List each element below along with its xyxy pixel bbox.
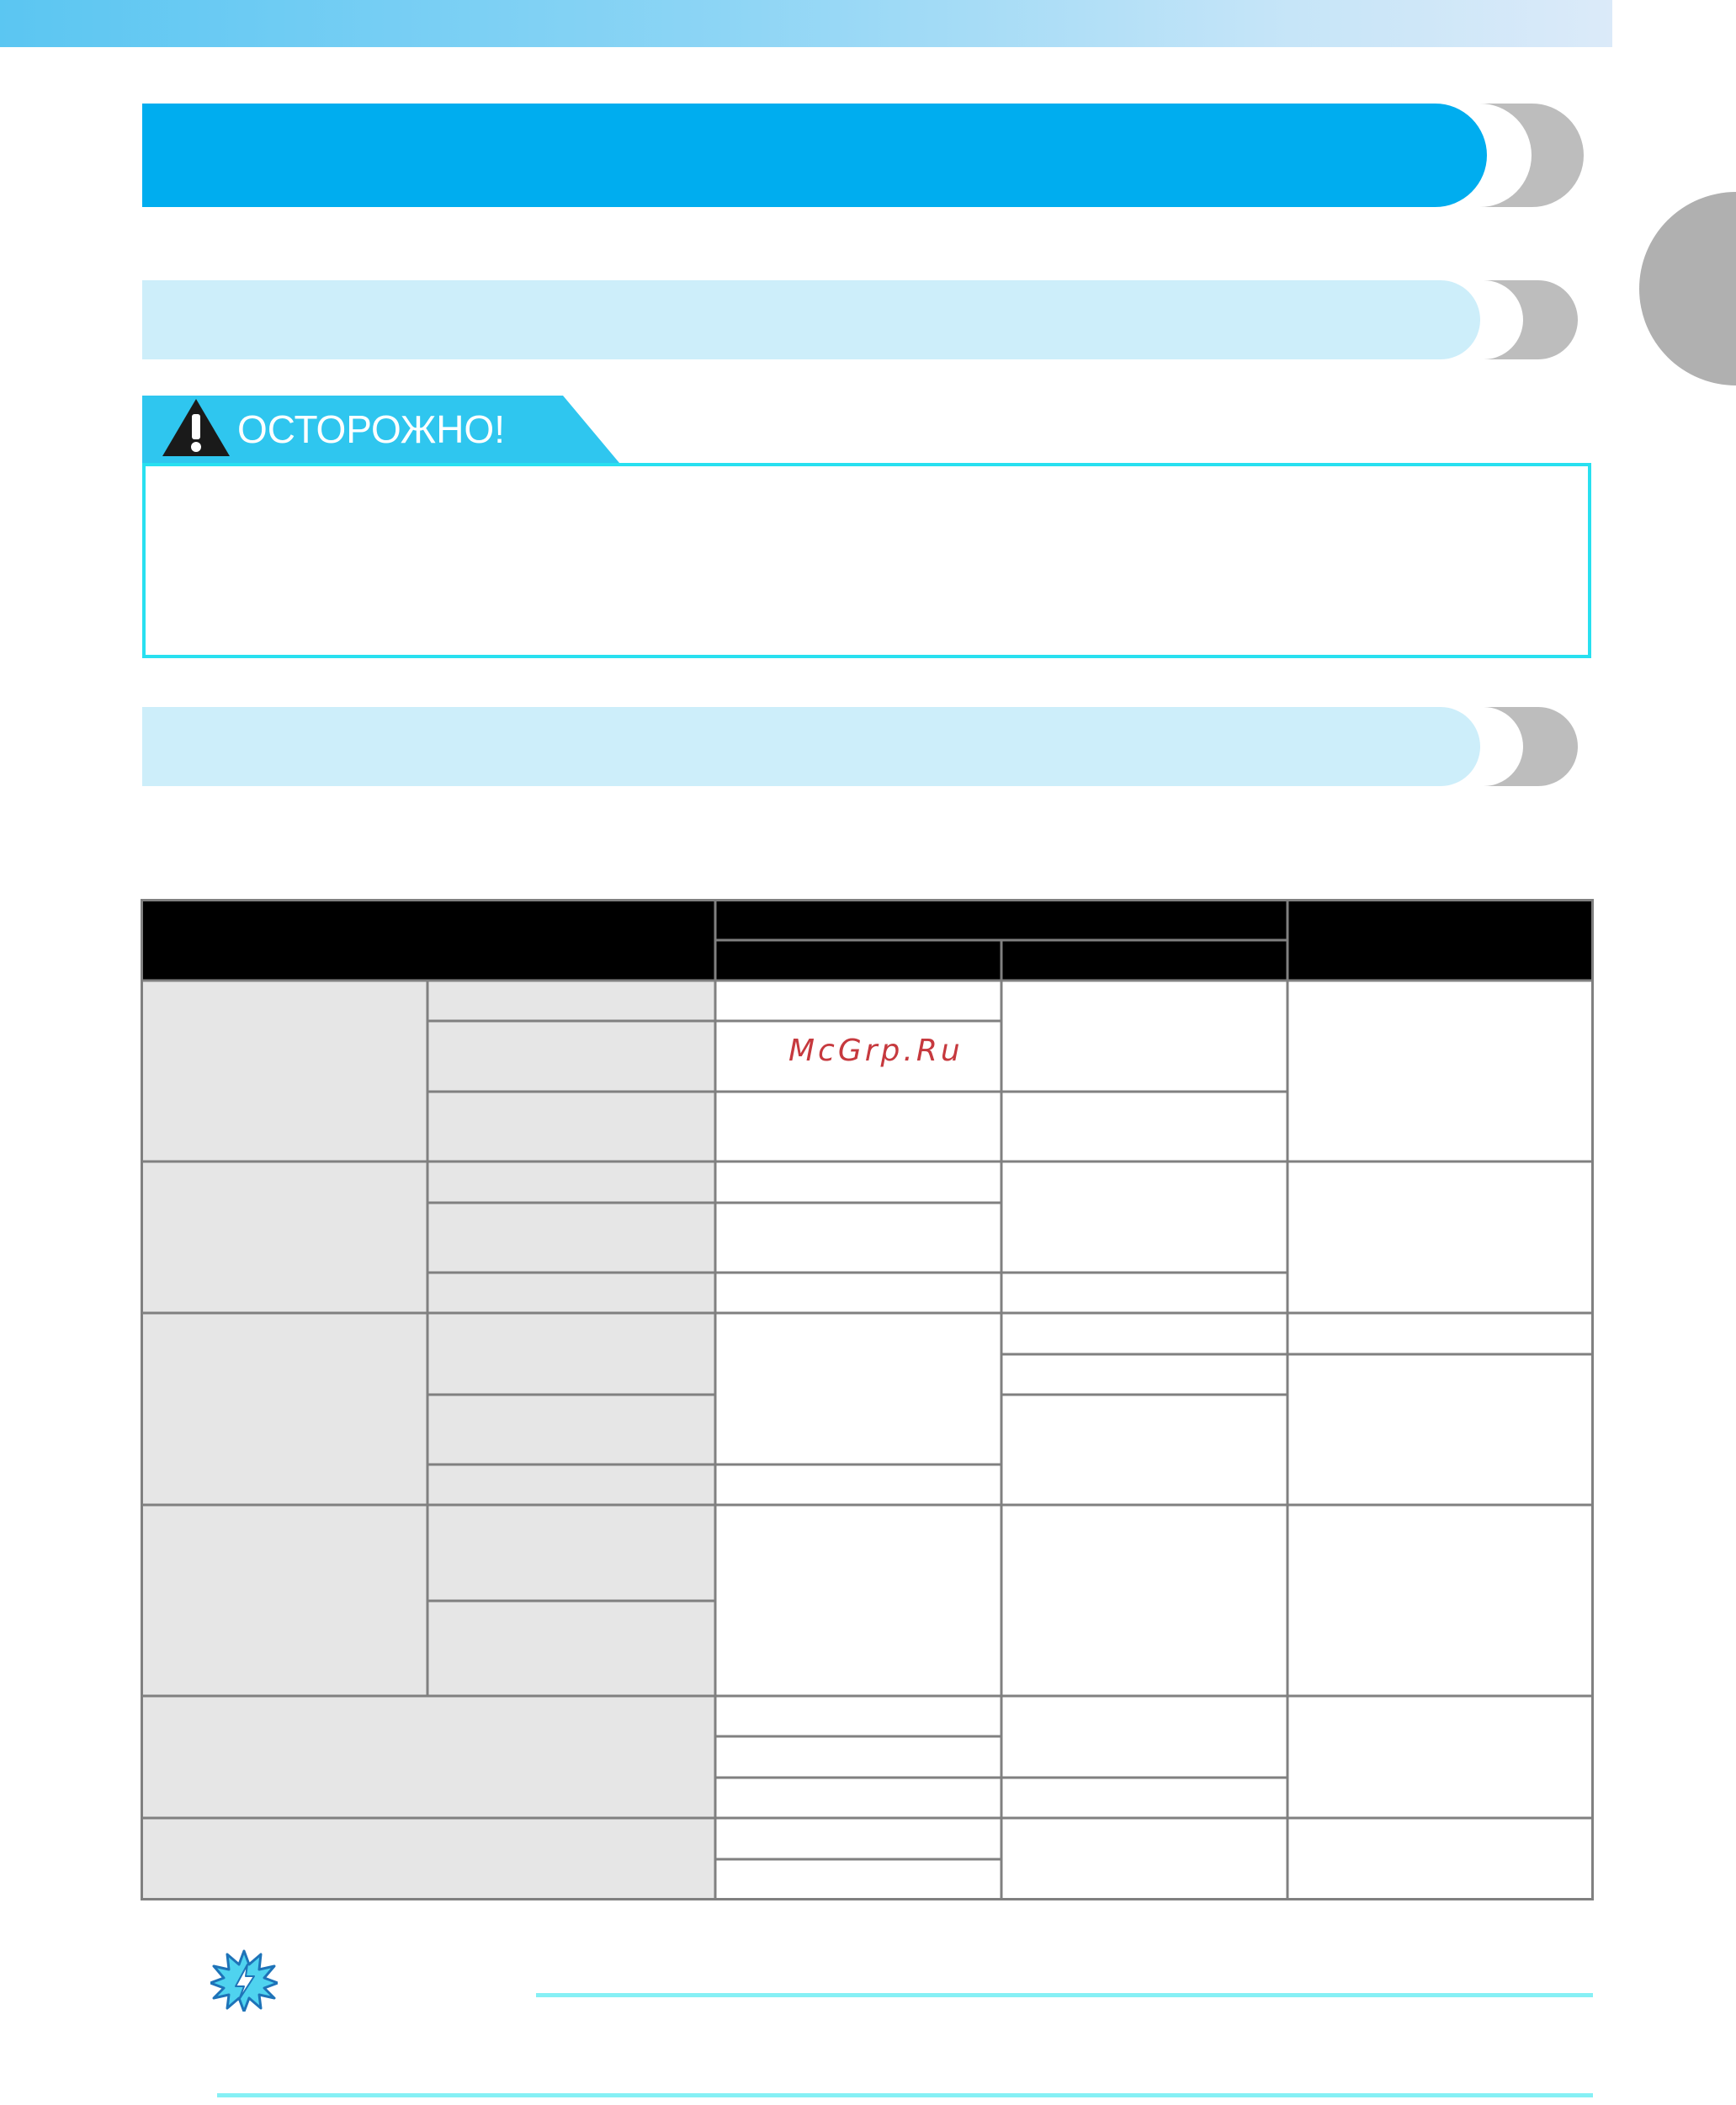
caution-title: ОСТОРОЖНО! <box>237 407 505 451</box>
caution-box <box>142 463 1591 658</box>
chapter-side-tab <box>1639 192 1736 385</box>
watermark: McGrp.Ru <box>788 1034 964 1068</box>
section-bar-1 <box>142 280 1480 359</box>
note-starburst-icon <box>210 1949 278 2012</box>
note-rule-bottom <box>217 2093 1593 2097</box>
section-bar-2 <box>142 707 1480 786</box>
note-rule-top <box>536 1993 1593 1997</box>
top-gradient-bar <box>0 0 1612 47</box>
warning-triangle-icon <box>161 397 231 458</box>
title-banner <box>142 104 1487 207</box>
